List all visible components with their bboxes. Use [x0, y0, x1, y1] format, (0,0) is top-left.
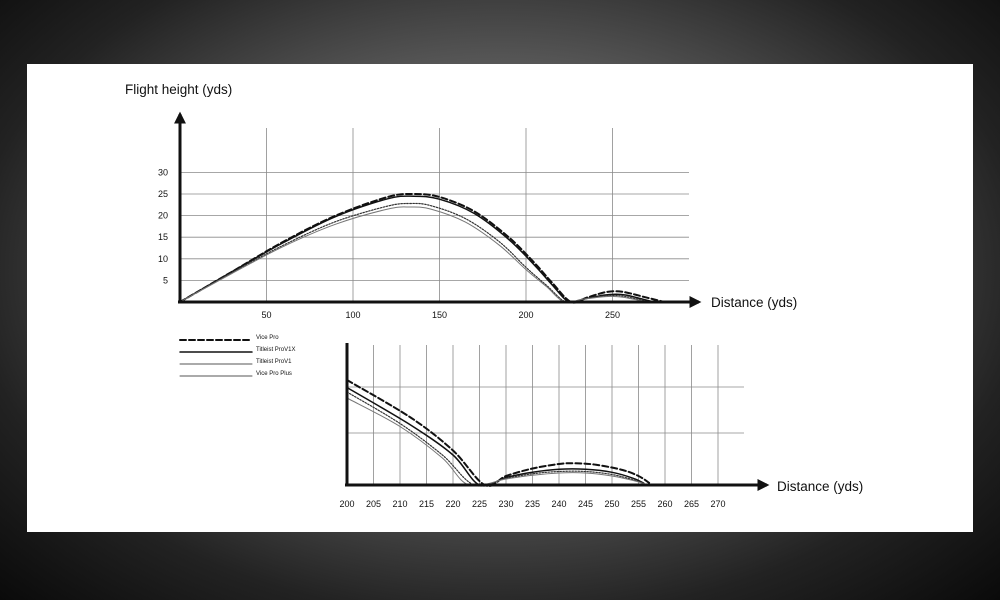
bottom-x-tick-label: 245: [577, 499, 594, 509]
bottom-x-tick-label: 215: [418, 499, 435, 509]
top-x-axis-title: Distance (yds): [711, 295, 798, 310]
bottom-series-line: [347, 388, 644, 486]
bottom-x-tick-label: 230: [498, 499, 514, 509]
bottom-x-tick-label: 205: [365, 499, 382, 509]
legend-label: Titleist ProV1: [256, 359, 292, 365]
legend-label: Vice Pro: [256, 335, 279, 341]
top-x-tick-label: 150: [431, 310, 448, 320]
top-series-line: [180, 194, 664, 303]
legend-label: Vice Pro Plus: [256, 371, 292, 377]
bottom-x-axis-title: Distance (yds): [777, 479, 864, 494]
top-chart: [125, 82, 797, 320]
bottom-x-tick-label: 210: [392, 499, 408, 509]
top-series-line: [180, 203, 651, 302]
top-y-tick-label: 20: [157, 210, 168, 221]
bottom-chart: [339, 343, 863, 509]
top-y-axis-title: Flight height (yds): [125, 82, 233, 97]
top-y-tick-label: 15: [157, 232, 168, 243]
bottom-x-tick-label: 260: [657, 499, 673, 509]
bottom-x-tick-label: 270: [710, 499, 726, 509]
top-series-line: [180, 196, 654, 303]
top-x-tick-label: 200: [518, 310, 534, 320]
top-y-tick-label: 10: [157, 253, 168, 264]
top-y-tick-label: 30: [157, 167, 168, 178]
top-x-tick-label: 250: [604, 310, 621, 320]
bottom-x-tick-label: 220: [445, 499, 461, 509]
chart-panel: [27, 64, 973, 532]
bottom-x-tick-label: 255: [630, 499, 647, 509]
bottom-x-tick-label: 240: [551, 499, 567, 509]
bottom-x-tick-label: 235: [524, 499, 541, 509]
legend-label: Titleist ProV1X: [256, 347, 296, 353]
golf-ball-flight-chart: [27, 64, 973, 532]
bottom-x-tick-label: 225: [471, 499, 488, 509]
top-series-line: [180, 207, 647, 303]
top-x-tick-label: 50: [261, 310, 272, 320]
bottom-x-tick-label: 200: [339, 499, 355, 509]
top-y-tick-label: 5: [162, 275, 168, 286]
bottom-x-tick-label: 250: [604, 499, 620, 509]
bottom-x-tick-label: 265: [683, 499, 700, 509]
legend: [180, 335, 295, 377]
top-y-tick-label: 25: [157, 189, 168, 199]
top-x-tick-label: 100: [345, 310, 361, 320]
